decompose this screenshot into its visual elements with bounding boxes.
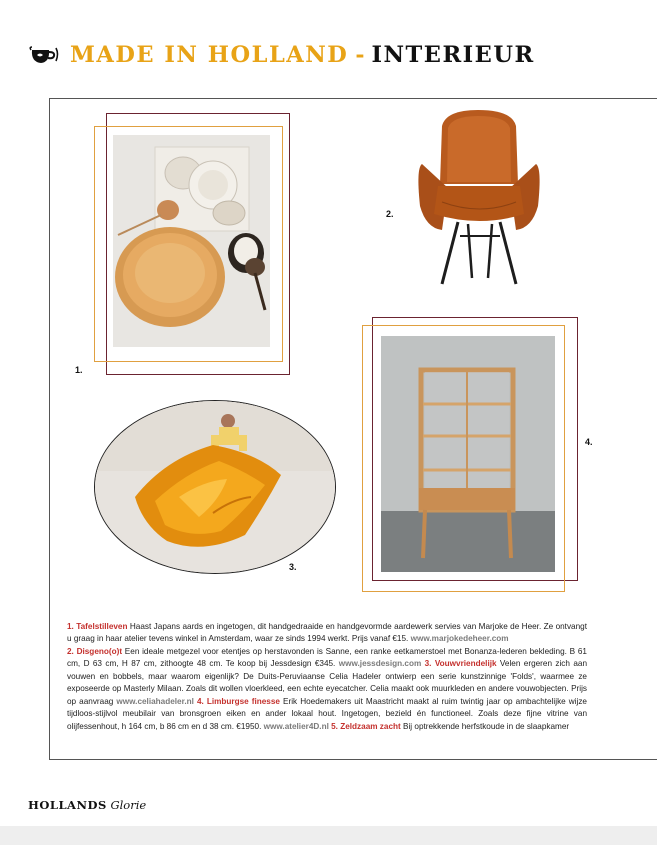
item-3-url[interactable]: www.celiahadeler.nl bbox=[116, 696, 194, 706]
item-number-4: 4. bbox=[585, 437, 593, 447]
tableware-illustration bbox=[113, 135, 270, 347]
item-5-title: 5. Zeldzaam zacht bbox=[328, 721, 401, 731]
footer-brand: HOLLANDS bbox=[28, 798, 107, 812]
item-3-text: Velen ergeren zich aan vouwen en bobbels, maar waarom eigenlijk? De Duits-Peruviaanse Celia Hadeler ontwierp een serie kunstzinnige 'Folds', waarmee ze exposeerde op Masterly Milaan. Zoals dit wollen vloerkleed, een echte eyecatcher. Celia maakt ook muurkleden en andere vouwobjecten. Prijs op aanvraag bbox=[67, 659, 587, 706]
rug-illustration bbox=[95, 401, 335, 573]
item-2-url[interactable]: www.jessdesign.com bbox=[338, 659, 422, 669]
item-number-3: 3. bbox=[289, 562, 297, 572]
title-separator: - bbox=[355, 42, 365, 68]
item-1-title: 1. Tafelstilleven bbox=[67, 622, 128, 631]
item-1-text: Haast Japans aards en ingetogen, dit handgedraaide en handgevormde aardewerk servies van Marjoke de Heer. Ze ontvangt u graag in haar atelier tevens winkel in Amsterdam, waar ze sinds 1994 werkt. Prijs vanaf €15. bbox=[67, 622, 587, 644]
item-1-url[interactable]: www.marjokedeheer.com bbox=[410, 634, 509, 644]
tea-cup-icon bbox=[28, 44, 62, 66]
leather-chair-photo bbox=[412, 106, 548, 296]
vitrine-cabinet-photo bbox=[381, 336, 555, 572]
cabinet-illustration bbox=[381, 336, 555, 572]
section-name: INTERIEUR bbox=[371, 42, 535, 68]
footer-brand-sub: Glorie bbox=[110, 798, 147, 812]
bottom-strip bbox=[0, 826, 657, 845]
item-number-1: 1. bbox=[75, 365, 83, 375]
item-5-text: Bij optrekkende herfstkoude in de slaapkamer bbox=[400, 721, 570, 731]
item-3-title: 3. Vouwvriendelijk bbox=[421, 659, 497, 669]
orange-rug-photo bbox=[94, 400, 336, 574]
page-header bbox=[28, 38, 535, 72]
page-footer bbox=[28, 798, 146, 812]
item-4-url[interactable]: www.atelier4D.nl bbox=[263, 721, 329, 731]
tableware-photo bbox=[113, 135, 270, 347]
item-number-2: 2. bbox=[386, 209, 394, 219]
article-body-text bbox=[67, 621, 587, 733]
item-2-text: Een ideale metgezel voor etentjes op herstavonden is Sanne, een ranke eetkamerstoel met Bonanza-lederen bekleding. B 61 cm, D 63 cm, H 87 cm, zithoogte 48 cm. Te koop bij Jessdesign €345. bbox=[67, 646, 587, 669]
item-2-title: 2. Disgeno(o)t bbox=[67, 646, 123, 656]
item-4-text: Erik Hoedemakers uit Maastricht maakt al ruim twintig jaar op ambachtelijke wijze tijdloos-stijlvol meubilair van bronsgroen eiken en ander lokaal hout. Ingetogen, bezield én functioneel. Zoals deze fijne vitrine van olijfessenhout, h 164 cm, b 86 cm en d 38 cm. €1950. bbox=[67, 696, 587, 731]
item-4-title: 4. Limburgse finesse bbox=[193, 696, 280, 706]
magazine-section-title: MADE IN HOLLAND bbox=[70, 42, 349, 68]
